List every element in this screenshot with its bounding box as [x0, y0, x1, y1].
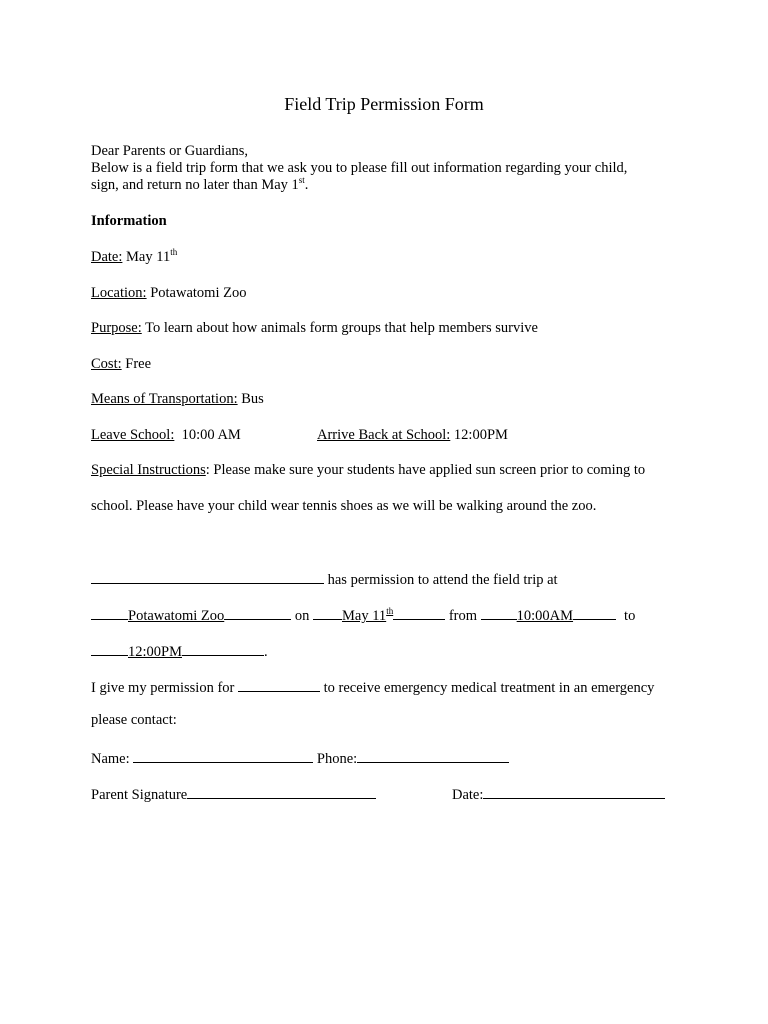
trip-end-blank-post[interactable]	[182, 641, 264, 656]
purpose-label: Purpose:	[91, 320, 142, 336]
intro-line-2-end: .	[304, 177, 309, 193]
special-instructions-line-1	[91, 462, 645, 479]
leave-label: Leave School:	[91, 427, 175, 443]
medical-line-1	[91, 677, 654, 697]
permission-line	[91, 569, 558, 589]
contact-name-blank[interactable]	[133, 748, 313, 763]
trip-location-blank-pre[interactable]	[91, 605, 128, 620]
trip-location: Potawatomi Zoo	[128, 608, 225, 624]
cost-label: Cost:	[91, 356, 122, 372]
location-label: Location:	[91, 285, 147, 301]
signature-date-blank[interactable]	[483, 784, 665, 799]
intro-line-2-text: sign, and return no later than May 1	[91, 177, 299, 193]
purpose-value: To learn about how animals form groups that help members survive	[141, 320, 538, 336]
intro-line-1: Below is a field trip form that we ask you to please fill out information regarding your child,	[91, 160, 628, 176]
trip-date-blank-post[interactable]	[393, 605, 445, 620]
trip-end-period: .	[264, 644, 268, 660]
transport-value: Bus	[237, 391, 264, 407]
page-title: Field Trip Permission Form	[284, 94, 484, 114]
trip-end-blank-pre[interactable]	[91, 641, 128, 656]
cost-row	[91, 356, 151, 373]
parent-signature-label: Parent Signature	[91, 787, 188, 803]
trip-from: from	[445, 608, 481, 624]
date-row	[91, 249, 177, 266]
location-row	[91, 285, 246, 302]
leave-value: 10:00 AM	[174, 427, 241, 443]
trip-details-line	[91, 605, 635, 625]
signature-date-label: Date:	[452, 787, 484, 803]
arrive-label: Arrive Back at School:	[317, 427, 451, 443]
trip-on: on	[291, 608, 314, 624]
trip-start-blank-pre[interactable]	[481, 605, 517, 620]
medical-text-b: to receive emergency medical treatment in an emergency	[320, 680, 655, 696]
trip-date: May 11	[342, 608, 387, 624]
date-value: May 11	[122, 249, 171, 265]
information-heading: Information	[91, 213, 167, 229]
arrive-value: 12:00PM	[450, 427, 508, 443]
location-value: Potawatomi Zoo	[146, 285, 247, 301]
trip-date-sup: th	[386, 606, 394, 616]
trip-end-line	[91, 641, 268, 661]
intro-line-2-sup: st	[298, 175, 305, 185]
cost-value: Free	[121, 356, 152, 372]
arrive-back-row	[317, 427, 508, 444]
medical-child-blank[interactable]	[238, 677, 320, 692]
trip-start-blank-post[interactable]	[573, 605, 616, 620]
contact-line	[91, 748, 509, 768]
contact-phone-blank[interactable]	[357, 748, 509, 763]
permission-text: has permission to attend the field trip at	[324, 572, 558, 588]
special-label: Special Instructions	[91, 462, 206, 478]
transport-label: Means of Transportation:	[91, 391, 238, 407]
medical-line-2: please contact:	[91, 712, 177, 728]
purpose-row	[91, 320, 538, 337]
special-instructions-line-2: school. Please have your child wear tennis shoes as we will be walking around the zoo.	[91, 498, 597, 514]
trip-end: 12:00PM	[128, 644, 182, 660]
trip-location-blank-post[interactable]	[224, 605, 291, 620]
signature-date-line	[452, 784, 665, 804]
phone-label: Phone:	[313, 751, 358, 767]
signature-line	[91, 784, 376, 804]
special-value-1: : Please make sure your students have applied sun screen prior to coming to	[205, 462, 646, 478]
parent-signature-blank[interactable]	[187, 784, 376, 799]
name-label: Name:	[91, 751, 134, 767]
trip-to: to	[624, 608, 636, 624]
trip-start: 10:00AM	[516, 608, 574, 624]
date-sup: th	[170, 247, 178, 257]
intro-line-2	[91, 177, 308, 194]
child-name-blank[interactable]	[91, 569, 324, 584]
medical-text-a: I give my permission for	[91, 680, 238, 696]
leave-school-row	[91, 427, 241, 444]
greeting: Dear Parents or Guardians,	[91, 143, 249, 159]
trip-date-blank-pre[interactable]	[313, 605, 342, 620]
transport-row	[91, 391, 264, 408]
date-label: Date:	[91, 249, 123, 265]
